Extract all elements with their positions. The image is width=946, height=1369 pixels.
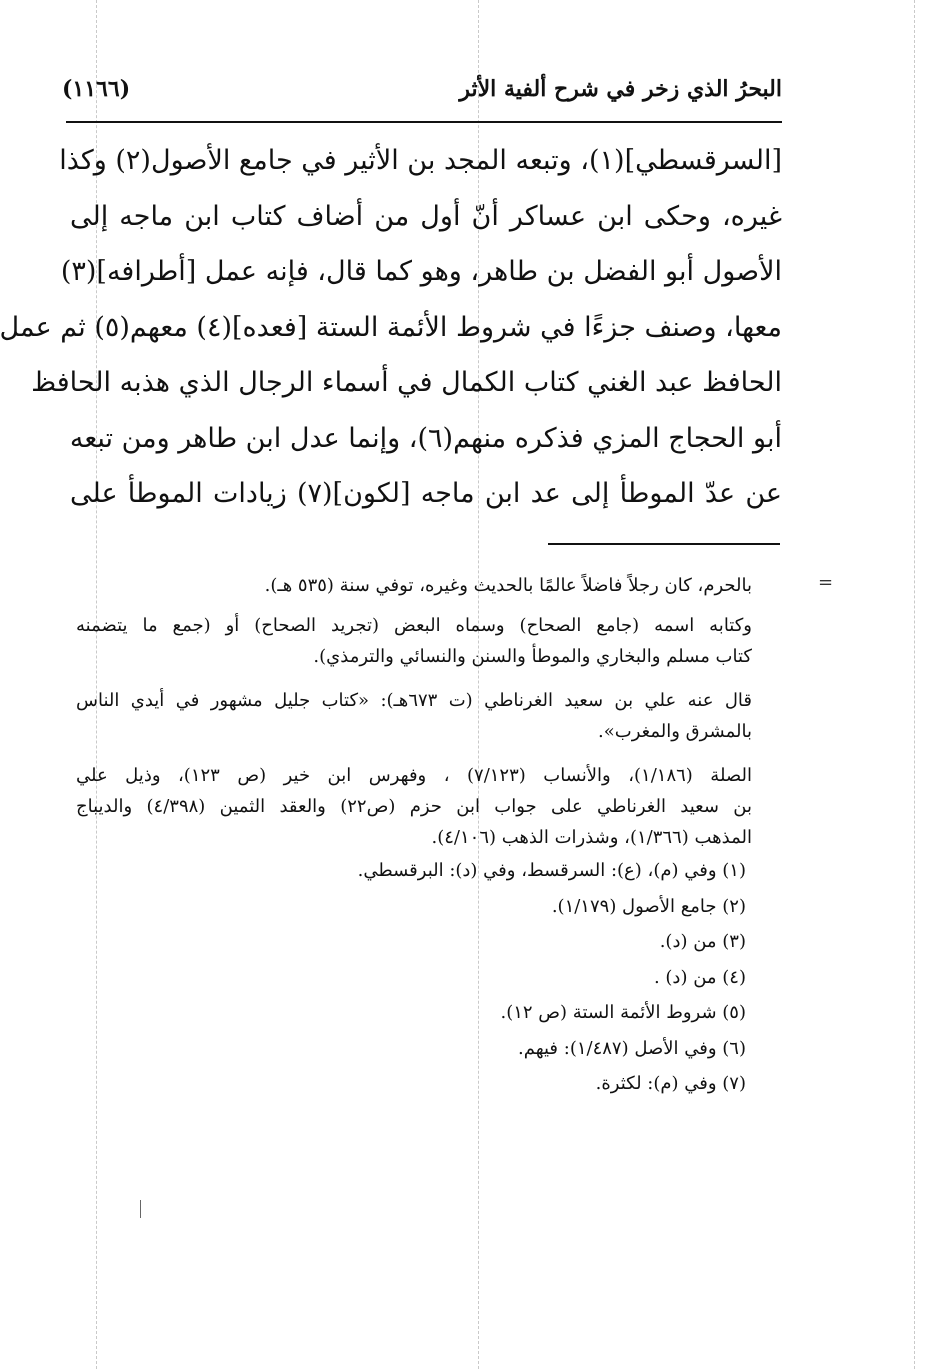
- continuation-mark: =: [818, 572, 834, 593]
- main-text: [0, 133, 783, 522]
- text-line: عن عدّ الموطأ إلى عد ابن ماجه [لكون](٧) زيادات الموطأ على: [70, 478, 783, 509]
- text-line: غيره، وحكى ابن عساكر أنّ أول من أضاف كتاب ابن ماجه إلى: [70, 200, 782, 232]
- running-header: [62, 72, 782, 112]
- text-line: الحافظ عبد الغني كتاب الكمال في أسماء الرجال الذي هذبه الحافظ: [31, 367, 782, 398]
- footnote-item: (٤) من (د) .: [653, 966, 746, 988]
- footnote-item: (١) وفي (م)، (ع): السرقسط، وفي (د): البرقسطي.: [357, 860, 746, 881]
- footnote-item: (٣) من (د).: [659, 931, 746, 952]
- book-title: البحرُ الذي زخر في شرح ألفية الأثر: [459, 76, 782, 102]
- footnote-continuation-line: كتاب مسلم والبخاري والموطأ والسنن والنسائي والترمذي).: [313, 646, 752, 667]
- footnote-item: (٧) وفي (م): لكثرة.: [595, 1073, 746, 1094]
- footnote-continuation-line: الصلة (١/١٨٦)، والأنساب (٧/١٢٣) ، وفهرس ابن خير (ص ١٢٣)، وذيل علي: [76, 765, 752, 786]
- footnote-continuation-line: المذهب (١/٣٦٦)، وشذرات الذهب (٤/١٠٦).: [431, 827, 752, 848]
- footnote-item: (٥) شروط الأئمة الستة (ص ١٢).: [500, 1002, 746, 1023]
- footnote-continuation-line: بالحرم، كان رجلاً فاضلاً عالمًا بالحديث وغيره، توفي سنة (٥٣٥ هـ).: [264, 575, 752, 596]
- header-rule: [66, 121, 782, 123]
- footnote-continuation-line: قال عنه علي بن سعيد الغرناطي (ت ٦٧٣هـ): «كتاب جليل مشهور في أيدي الناس: [76, 690, 752, 711]
- page-number: (١١٦٦): [62, 76, 131, 102]
- text-line: الأصول أبو الفضل بن طاهر، وهو كما قال، فإنه عمل [أطرافه](٣): [60, 256, 782, 287]
- footnote-item: (٢) جامع الأصول (١/١٧٩).: [551, 895, 746, 917]
- footnote-item: (٦) وفي الأصل (١/٤٨٧): فيهم.: [518, 1037, 746, 1059]
- footnotes: [76, 570, 752, 1102]
- footnote-continuation-line: وكتابه اسمه (جامع الصحاح) وسماه البعض (تجريد الصحاح) أو (جمع ما يتضمنه: [76, 615, 752, 636]
- text-line: أبو الحجاج المزي فذكره منهم(٦)، وإنما عدل ابن طاهر ومن تبعه: [69, 422, 782, 454]
- footnote-separator: [548, 543, 780, 545]
- text-line: معها، وصنف جزءًا في شروط الأئمة الستة [فعده](٤) معهم(٥) ثم عمل: [0, 311, 782, 343]
- scan-mark: [140, 1200, 141, 1218]
- margin-guide: [914, 0, 915, 1369]
- text-line: [السرقسطي](١)، وتبعه المجد بن الأثير في جامع الأصول(٢) وكذا: [59, 145, 782, 176]
- footnote-continuation-line: بن سعيد الغرناطي على جواب ابن حزم (ص٢٢) والعقد الثمين (٤/٣٩٨) والديباج: [76, 796, 753, 817]
- footnote-continuation-line: بالمشرق والمغرب».: [598, 721, 752, 742]
